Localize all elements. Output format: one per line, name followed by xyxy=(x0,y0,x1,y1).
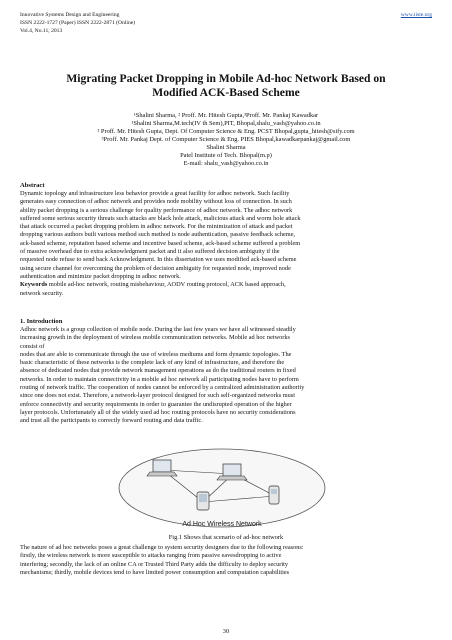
abstract-line: Dynamic topology and infrastructure less behavior provide a great facility for adhoc network. Such facility xyxy=(20,190,290,197)
keywords-label: Keywords xyxy=(20,281,48,289)
body-line: The nature of ad hoc networks poses a great challenge to system security designers due to the following reasons: xyxy=(20,544,304,551)
journal-url-link[interactable]: www.iiste.org xyxy=(400,12,432,18)
abstract-line: that attack occurred a packet dropping problem in adhoc network. For the minimization of attack and packet xyxy=(20,223,293,231)
abstract-line: suffered some serious security threats such attacks are black hole attack, malicious attack and worm hole attack xyxy=(20,214,301,222)
keywords-text: mobile ad-hoc network, routing misbehaviour, AODV routing protocol, ACK based approach, xyxy=(47,281,286,289)
phone-icon xyxy=(269,486,279,504)
author-names: ¹Shalini Sharma, ² Proff. Mr. Hitesh Gupta,³Proff. Mr. Pankaj Kawadkar xyxy=(133,112,319,119)
abstract-heading: Abstract xyxy=(20,182,45,189)
abstract-line: dropping various authors built various method such method is node authentication, passive feedback scheme, xyxy=(20,231,296,239)
contact-name: Shalini Sharma xyxy=(206,144,246,151)
intro-line: absence of dedicated nodes that provide network management operations as do the traditional routers in fixed xyxy=(20,367,296,375)
abstract-body xyxy=(20,190,432,298)
title-line-1: Migrating Packet Dropping in Mobile Ad-hoc Network Based on xyxy=(66,72,386,85)
title-line-2: Modified ACK-Based Scheme xyxy=(152,86,300,99)
body-line: firstly, the wireless network is more susceptible to attacks ranging from passive eavesdropping to active xyxy=(20,552,282,560)
introduction-heading: 1. Introduction xyxy=(20,318,63,325)
intro-line: since one does not exist. Therefore, a network-layer protocol designed for such self-organized networks must xyxy=(20,392,295,400)
figure-label: Ad Hoc Wireless Network xyxy=(182,521,262,528)
paper-title xyxy=(40,72,412,100)
intro-line: nodes that are able to communicate through the use of wireless mediums and form dynamic topologies. The xyxy=(20,350,292,358)
volume-info: Vol.4, No.11, 2013 xyxy=(20,28,63,34)
abstract-line: using secure channel for overcoming the problem of decision ambiguity for requested node, improved node xyxy=(20,264,291,272)
intro-line: enforce connectivity and security requirements in order to guarantee the undisrupted operation of the higher xyxy=(20,400,292,408)
contact-institute: Patel Institute of Tech. Bhopal(m.p) xyxy=(180,152,272,159)
author-affiliation-1: ¹Shalini Sharma,M.tech(IV th Sem),PIT, Bhopal,shalu_vash@yahoo.co.in xyxy=(131,120,321,127)
body-line: interfering; secondly, the lack of an online CA or Trusted Third Party adds the difficulty to deploy security xyxy=(20,560,288,568)
network-boundary-ellipse xyxy=(119,449,325,527)
introduction-body xyxy=(20,326,432,426)
intro-line: and trust all the participants to correctly forward routing and data traffic. xyxy=(20,417,203,425)
intro-line: basic characteristic of these networks is the complete lack of any kind of infrastructure, and therefore the xyxy=(20,359,285,367)
abstract-line: authentication and minimize packet dropping in adhoc network. xyxy=(20,272,181,280)
intro-line: consist of xyxy=(20,342,45,350)
intro-line: increasing growth in the deployment of wireless mobile communication networks. Mobile ad hoc networks xyxy=(20,334,291,342)
figure-caption: Fig.1 Shows that scenario of ad-hoc network xyxy=(168,534,284,541)
contact-email: E-mail: shalu_vash@yahoo.co.in xyxy=(183,160,269,167)
intro-line: Adhoc network is a group collection of mobile node. During the last few years we have all witnessed steadily xyxy=(20,326,296,333)
keywords-line-2: network security. xyxy=(20,289,64,297)
abstract-line: ack-based scheme, reputation based scheme and incentive based scheme, ack-based scheme suffered a problem xyxy=(20,239,301,247)
continuing-body xyxy=(20,544,432,577)
intro-line: layer protocols. Unfortunately all of the widely used ad hoc routing protocols have no security considerations xyxy=(20,408,296,416)
keywords-line xyxy=(20,281,432,289)
body-line: mechanisms; thirdly, mobile devices tend to have limited power consumption and computation capabilities xyxy=(20,568,290,576)
abstract-line: generates easy connection of adhoc network and provides node mobility without loss of connection. In such xyxy=(20,198,292,206)
pda-icon xyxy=(197,492,209,510)
intro-line: routing of network traffic. The cooperation of nodes cannot be enforced by a centralized administration authority xyxy=(20,384,305,392)
page-number: 30 xyxy=(222,628,230,635)
abstract-line: of massive overhead due to extra acknowledgment packet and it also suffered decision ambiguity if the xyxy=(20,248,280,256)
issn: ISSN 2222-1727 (Paper) ISSN 2222-2871 (Online) xyxy=(20,20,136,26)
journal-name: Innovative Systems Design and Engineering xyxy=(20,12,120,18)
author-affiliation-2: ² Proff. Mr. Hitesh Gupta, Dept. Of Computer Science & Eng. PCST Bhopal,gupta_hitesh@sify.com xyxy=(97,128,355,135)
ad-hoc-network-figure xyxy=(115,446,330,532)
abstract-line: ability packet dropping is a serious challenge for quality performance of adhoc network. The adhoc network xyxy=(20,206,293,214)
author-affiliation-3: ³Proff. Mr. Pankaj Dept. of Computer Science & Eng. PIES Bhopal,kawadkarpankaj@gmail.com xyxy=(101,136,351,143)
abstract-line: requested node refuse to send back Acknowledgment. In this dissertation we uses modified ack-based scheme xyxy=(20,256,297,264)
intro-line: networks. In order to maintain connectivity in a mobile ad hoc network all participating nodes have to perform xyxy=(20,375,299,383)
